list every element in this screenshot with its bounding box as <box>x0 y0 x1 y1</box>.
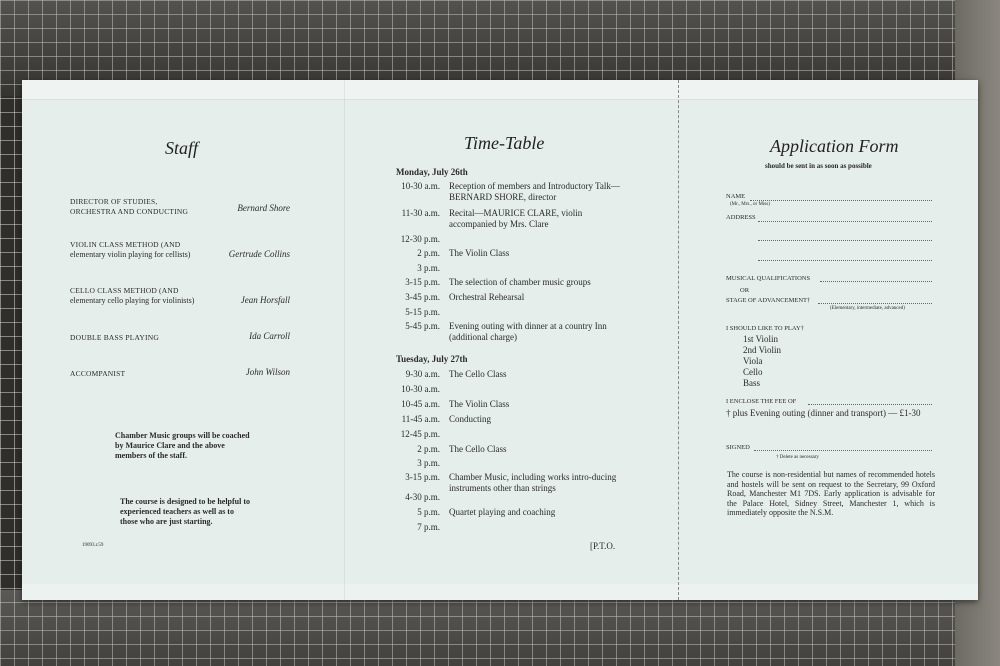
row-time: 10-45 a.m. <box>401 399 440 409</box>
timetable-title: Time-Table <box>464 133 545 153</box>
row-text: The Violin Class <box>449 399 510 409</box>
row-time: 12-30 p.m. <box>400 234 440 244</box>
row-time: 5-15 p.m. <box>405 307 440 317</box>
staff-entry <box>70 333 290 343</box>
name-label: NAME <box>726 193 746 200</box>
day-heading-tuesday: Tuesday, July 27th <box>396 354 468 364</box>
row-text: Evening outing with dinner at a country Inn (additional charge) <box>449 321 607 342</box>
name-field[interactable] <box>750 200 932 201</box>
staff-role: DOUBLE BASS PLAYING <box>70 333 159 342</box>
address-field-2[interactable] <box>758 240 932 241</box>
staff-role: VIOLIN CLASS METHOD (AND <box>70 240 181 249</box>
row-text: The Cello Class <box>449 369 507 379</box>
instrument-option[interactable]: 1st Violin <box>743 334 779 344</box>
form-title: Application Form <box>770 136 899 156</box>
row-text: The Violin Class <box>449 248 510 258</box>
row-text: Chamber Music, including works intro-ducing instruments other than strings <box>449 472 617 493</box>
instrument-option[interactable]: Bass <box>743 378 761 388</box>
address-field-3[interactable] <box>758 260 932 261</box>
row-text: The selection of chamber music groups <box>449 277 591 287</box>
row-time: 3 p.m. <box>417 263 440 273</box>
row-time: 10-30 a.m. <box>401 384 440 394</box>
fold-line <box>344 80 345 600</box>
instrument-option[interactable]: Cello <box>743 367 763 377</box>
residential-note: The course is non-residential but names of recommended hotels and hostels will be sent on request to the Secretary, 99 Oxford Road, Manchester M1 7DS. Early application is advisable for the Palace Hotel, Sidney Street, Manchester 1, which is immediately opposite the N.S.M. <box>727 470 935 517</box>
row-time: 2 p.m. <box>417 248 440 258</box>
row-time: 5-45 p.m. <box>405 321 440 331</box>
chamber-music-note: Chamber Music groups will be coached by Maurice Clare and the above members of the staff. <box>115 431 250 460</box>
stage-field[interactable] <box>818 303 932 304</box>
staff-role-cont: elementary cello playing for violinists) <box>70 296 195 305</box>
qualifications-label: MUSICAL QUALIFICATIONS <box>726 275 811 282</box>
instrument-option[interactable]: Viola <box>743 356 763 366</box>
row-time: 3-15 p.m. <box>405 277 440 287</box>
row-time: 12-45 p.m. <box>400 429 440 439</box>
staff-role: ACCOMPANIST <box>70 369 126 378</box>
row-time: 3 p.m. <box>417 458 440 468</box>
staff-role-cont: elementary violin playing for cellists) <box>70 250 191 259</box>
outing-line: † plus Evening outing (dinner and transport) — £1-30 <box>726 408 921 418</box>
address-label: ADDRESS <box>726 214 756 221</box>
instrument-option[interactable]: 2nd Violin <box>743 345 782 355</box>
row-time: 11-30 a.m. <box>401 208 440 218</box>
name-hint: (Mr., Mrs., or Miss) <box>730 202 770 207</box>
staff-entry <box>70 369 290 379</box>
course-note: The course is designed to be helpful to experienced teachers as well as to those who are just starting. <box>120 497 251 526</box>
staff-role-cont: ORCHESTRA AND CONDUCTING <box>70 207 189 216</box>
fee-field[interactable] <box>808 404 932 405</box>
row-time: 3-15 p.m. <box>405 472 440 482</box>
perforation-line <box>678 80 679 600</box>
staff-entry <box>70 286 290 306</box>
row-text: Quartet playing and coaching <box>449 507 556 517</box>
tape-strip <box>22 80 978 100</box>
staff-name: Bernard Shore <box>237 203 290 213</box>
day-heading-monday: Monday, July 26th <box>396 167 468 177</box>
row-text: Conducting <box>449 414 491 424</box>
delete-note: † Delete as necessary <box>776 455 819 460</box>
staff-role: DIRECTOR OF STUDIES, <box>70 197 158 206</box>
staff-name: Gertrude Collins <box>228 249 290 259</box>
staff-entry <box>70 197 290 217</box>
staff-name: Ida Carroll <box>249 331 290 341</box>
fee-label: I ENCLOSE THE FEE OF <box>726 398 797 405</box>
signature-field[interactable] <box>754 450 932 451</box>
print-code: 19093.r.59 <box>82 543 104 548</box>
row-time: 2 p.m. <box>417 444 440 454</box>
stage-label: STAGE OF ADVANCEMENT† <box>726 297 811 304</box>
staff-name: John Wilson <box>245 367 290 377</box>
row-time: 11-45 a.m. <box>401 414 440 424</box>
address-field-1[interactable] <box>758 221 932 222</box>
qualifications-field[interactable] <box>820 281 932 282</box>
staff-name: Jean Horsfall <box>240 295 290 305</box>
row-time: 4-30 p.m. <box>405 492 440 502</box>
row-time: 5 p.m. <box>417 507 440 517</box>
row-text: Recital—MAURICE CLARE, violin accompanied by Mrs. Clare <box>449 208 583 229</box>
or-label: OR <box>740 287 750 294</box>
signed-label: SIGNED <box>726 444 750 451</box>
mat-glare-bottom <box>0 590 1000 666</box>
pto-note: [P.T.O. <box>590 541 616 551</box>
paper-lower-strip <box>22 584 978 600</box>
stage-hint: (Elementary, intermediate, advanced) <box>830 306 905 311</box>
staff-role: CELLO CLASS METHOD (AND <box>70 286 179 295</box>
row-time: 10-30 a.m. <box>401 181 440 191</box>
row-text: Reception of members and Introductory Talk—BERNARD SHORE, director <box>449 181 620 202</box>
row-time: 3-45 p.m. <box>405 292 440 302</box>
staff-title: Staff <box>165 138 199 158</box>
staff-entry <box>70 240 290 260</box>
play-label: I SHOULD LIKE TO PLAY† <box>726 325 804 332</box>
row-time: 9-30 a.m. <box>405 369 440 379</box>
form-subtitle: should be sent in as soon as possible <box>765 162 872 170</box>
row-text: Orchestral Rehearsal <box>449 292 525 302</box>
row-time: 7 p.m. <box>417 522 440 532</box>
row-text: The Cello Class <box>449 444 507 454</box>
